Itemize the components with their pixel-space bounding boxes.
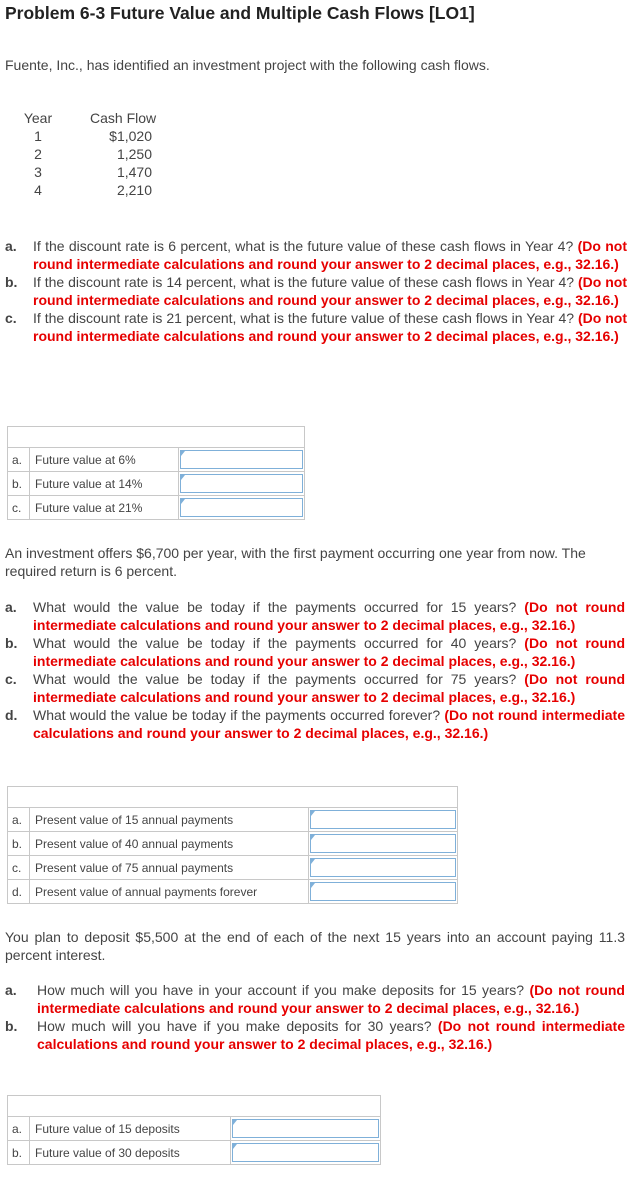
year-cell: 4 — [34, 182, 42, 198]
future-value-6-input[interactable] — [180, 450, 303, 469]
cash-flow-cell: 1,250 — [116, 146, 152, 162]
question-item: b. What would the value be today if the payments occurred for 40 years? (Do not round intermediate calculations and round your answer to 2 decimal places, e.g., 32.16.) — [5, 635, 625, 669]
answer-row: d. Present value of annual payments forever — [8, 880, 458, 904]
fv-30-deposits-input[interactable] — [232, 1143, 379, 1162]
answer-row: a. Future value of 15 deposits — [8, 1117, 381, 1141]
fv-15-deposits-input[interactable] — [232, 1119, 379, 1138]
p3-intro: You plan to deposit $5,500 at the end of each of the next 15 years into an account paying 11.3 percent interest. — [5, 929, 625, 963]
p2-questions — [5, 598, 625, 742]
p3-answer-table — [7, 1095, 381, 1165]
pv-15-payments-input[interactable] — [310, 810, 456, 829]
pv-40-payments-input[interactable] — [310, 834, 456, 853]
p1-intro: Fuente, Inc., has identified an investment project with the following cash flows. — [5, 57, 490, 73]
cash-flow-header: Cash Flow — [90, 110, 157, 126]
question-item: c. What would the value be today if the payments occurred for 75 years? (Do not round intermediate calculations and round your answer to 2 decimal places, e.g., 32.16.) — [5, 671, 625, 705]
question-item: b. If the discount rate is 14 percent, what is the future value of these cash flows in Year 4? (Do not round intermediate calculations and round your answer to 2 decimal places, e.g., 32.16.) — [5, 274, 627, 308]
page-title: Problem 6-3 Future Value and Multiple Cash Flows [LO1] — [5, 3, 475, 23]
answer-row: a. Present value of 15 annual payments — [8, 808, 458, 832]
question-item: c. If the discount rate is 21 percent, what is the future value of these cash flows in Year 4? (Do not round intermediate calculations and round your answer to 2 decimal places, e.g., 32.16.) — [5, 310, 627, 344]
question-item: a. What would the value be today if the payments occurred for 15 years? (Do not round intermediate calculations and round your answer to 2 decimal places, e.g., 32.16.) — [5, 599, 625, 633]
future-value-21-input[interactable] — [180, 498, 303, 517]
year-cell: 3 — [34, 164, 42, 180]
answer-row: c. Future value at 21% — [8, 496, 305, 520]
question-item: b. How much will you have if you make deposits for 30 years? (Do not round intermediate calculations and round your answer to 2 decimal places, e.g., 32.16.) — [5, 1018, 625, 1052]
pv-75-payments-input[interactable] — [310, 858, 456, 877]
future-value-14-input[interactable] — [180, 474, 303, 493]
answer-row: b. Present value of 40 annual payments — [8, 832, 458, 856]
answer-row: c. Present value of 75 annual payments — [8, 856, 458, 880]
question-item: a. If the discount rate is 6 percent, what is the future value of these cash flows in Year 4? (Do not round intermediate calculations and round your answer to 2 decimal places, e.g., 32.16.) — [5, 238, 627, 272]
question-item: a. How much will you have in your account if you make deposits for 15 years? (Do not round intermediate calculations and round your answer to 2 decimal places, e.g., 32.16.) — [5, 982, 625, 1016]
p2-answer-table — [7, 786, 458, 904]
cash-flow-cell: 1,470 — [116, 164, 152, 180]
p1-questions — [5, 237, 627, 345]
year-header: Year — [23, 110, 53, 126]
cash-flow-cell: $1,020 — [109, 128, 152, 144]
p3-questions — [5, 981, 625, 1053]
year-cell: 1 — [34, 128, 42, 144]
year-cell: 2 — [34, 146, 42, 162]
answer-row: a. Future value at 6% — [8, 448, 305, 472]
p1-answer-table — [7, 426, 305, 520]
question-item: d. What would the value be today if the payments occurred forever? (Do not round intermediate calculations and round your answer to 2 decimal places, e.g., 32.16.) — [5, 707, 625, 741]
answer-row: b. Future value at 14% — [8, 472, 305, 496]
p2-intro: An investment offers $6,700 per year, with the first payment occurring one year from now. The required return is 6 percent. — [5, 545, 586, 579]
cash-flow-cell: 2,210 — [116, 182, 152, 198]
answer-row: b. Future value of 30 deposits — [8, 1141, 381, 1165]
pv-forever-input[interactable] — [310, 882, 456, 901]
